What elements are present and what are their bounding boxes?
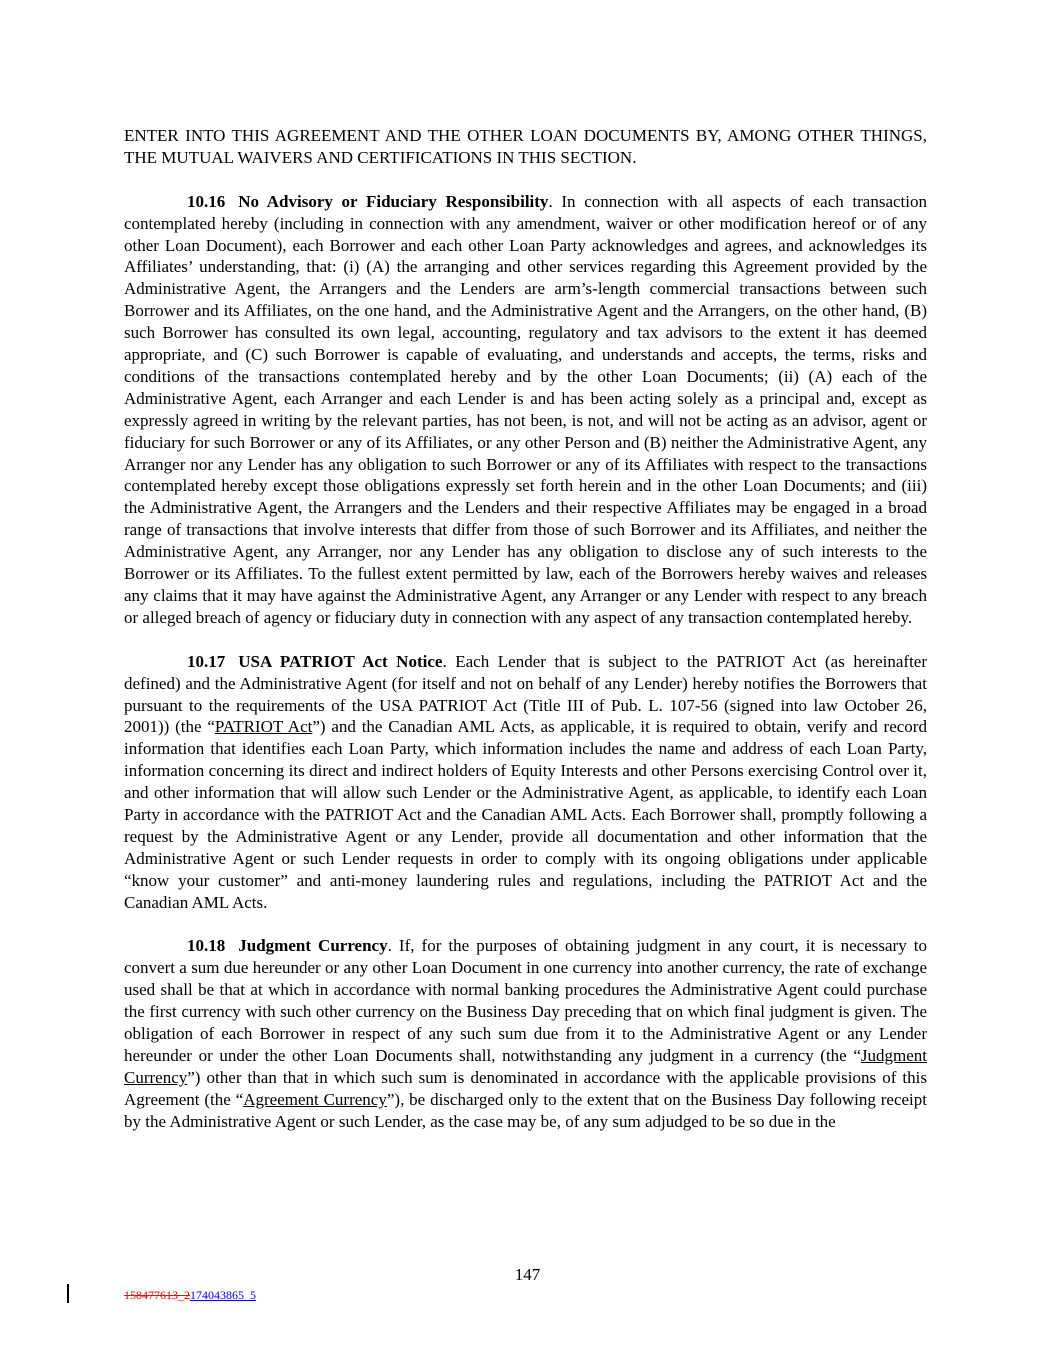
- section-10-16: [124, 191, 927, 629]
- page-body: [124, 125, 927, 1155]
- defined-term-judgment-currency: Judgment Currency: [124, 1046, 927, 1087]
- section-10-17-body-part-2: ”) and the Canadian AML Acts, as applicable, it is required to obtain, verify and record information that identifies each Loan Party, which information includes the name and address of each Loan Party, information concerning its direct and indirect holders of Equity Interests and other Persons exercising Control over it, and other information that will allow such Lender or the Administrative Agent, as applicable, to identify each Loan Party in accordance with the PATRIOT Act and the Canadian AML Acts. Each Borrower shall, promptly following a request by the Administrative Agent or any Lender, provide all documentation and other information that the Administrative Agent or such Lender requests in order to comply with its ongoing obligations under applicable “know your customer” and anti-money laundering rules and regulations, including the PATRIOT Act and the Canadian AML Acts.: [124, 717, 927, 912]
- section-10-16-title: No Advisory or Fiduciary Responsibility: [238, 191, 549, 211]
- section-10-16-body: . In connection with all aspects of each transaction contemplated hereby (including in connection with any amendment, waiver or other modification hereof or of any other Loan Document), each Borrower and each other Loan Party acknowledges and agrees, and acknowledges its Affiliates’ understanding, that: (i) (A) the arranging and other services regarding this Agreement provided by the Administrative Agent, the Arrangers and the Lenders are arm’s-length commercial transactions between such Borrower and its Affiliates, on the one hand, and the Administrative Agent and the Arrangers, on the other hand, (B) such Borrower has consulted its own legal, accounting, regulatory and tax advisors to the extent it has deemed appropriate, and (C) such Borrower is capable of evaluating, and understands and accepts, the terms, risks and conditions of the transactions contemplated hereby and by the other Loan Documents; (ii) (A) each of the Administrative Agent, each Arranger and each Lender is and has been acting solely as a principal and, except as expressly agreed in writing by the relevant parties, has not been, is not, and will not be acting as an advisor, agent or fiduciary for such Borrower or any of its Affiliates, or any other Person and (B) neither the Administrative Agent, any Arranger nor any Lender has any obligation to such Borrower or any of its Affiliates with respect to the transactions contemplated hereby except those obligations expressly set forth herein and in the other Loan Documents; and (iii) the Administrative Agent, the Arrangers and the Lenders and their respective Affiliates may be engaged in a broad range of transactions that involve interests that differ from those of such Borrower and its Affiliates, and neither the Administrative Agent, any Arranger, nor any Lender has any obligation to disclose any of such interests to the Borrower or its Affiliates. To the fullest extent permitted by law, each of the Borrowers hereby waives and releases any claims that it may have against the Administrative Agent, any Arranger or any Lender with respect to any breach or alleged breach of agency or fiduciary duty in connection with any aspect of any transaction contemplated hereby.: [124, 191, 927, 627]
- document-id-deleted: 158477613_2: [124, 1288, 190, 1302]
- section-10-16-number: 10.16: [187, 191, 226, 211]
- section-10-18-body-part-2: ”) other than that in which such sum is denominated in accordance with the applicable provisions of this Agreement (the “: [124, 1067, 927, 1109]
- document-id: [124, 1288, 256, 1303]
- section-10-18-title: Judgment Currency: [238, 936, 388, 956]
- document-id-inserted: 174043865_5: [190, 1288, 256, 1302]
- section-10-18-body-part-3: ”), be discharged only to the extent that on the Business Day following receipt by the Administrative Agent or such Lender, as the case may be, of any sum adjudged to be so due in the: [124, 1089, 927, 1131]
- section-10-17-number: 10.17: [187, 651, 226, 671]
- section-10-17-body-part-1: . Each Lender that is subject to the PATRIOT Act (as hereinafter defined) and the Administrative Agent (for itself and not on behalf of any Lender) hereby notifies the Borrowers that pursuant to the requirements of the USA PATRIOT Act (Title III of Pub. L. 107-56 (signed into law October 26, 2001)) (the “: [124, 651, 928, 737]
- section-10-18: [124, 935, 927, 1132]
- defined-term-agreement-currency: Agreement Currency: [243, 1089, 387, 1109]
- defined-term-patriot-act: PATRIOT Act: [214, 717, 313, 737]
- page-number: 147: [514, 1265, 541, 1284]
- section-10-17-title: USA PATRIOT Act Notice: [238, 651, 443, 671]
- section-10-17: [124, 651, 927, 914]
- section-10-18-number: 10.18: [187, 936, 226, 956]
- continuation-paragraph: ENTER INTO THIS AGREEMENT AND THE OTHER LOAN DOCUMENTS BY, AMONG OTHER THINGS, THE MUTUAL WAIVERS AND CERTIFICATIONS IN THIS SECTION.: [124, 126, 927, 167]
- section-10-18-body-part-1: . If, for the purposes of obtaining judgment in any court, it is necessary to convert a sum due hereunder or any other Loan Document in one currency into another currency, the rate of exchange used shall be that at which in accordance with normal banking procedures the Administrative Agent could purchase the first currency with such other currency on the Business Day preceding that on which final judgment is given. The obligation of each Borrower in respect of any such sum due from it to the Administrative Agent or any Lender hereunder or under the other Loan Documents shall, notwithstanding any judgment in a currency (the “: [124, 936, 927, 1066]
- revision-change-bar: [67, 1284, 69, 1303]
